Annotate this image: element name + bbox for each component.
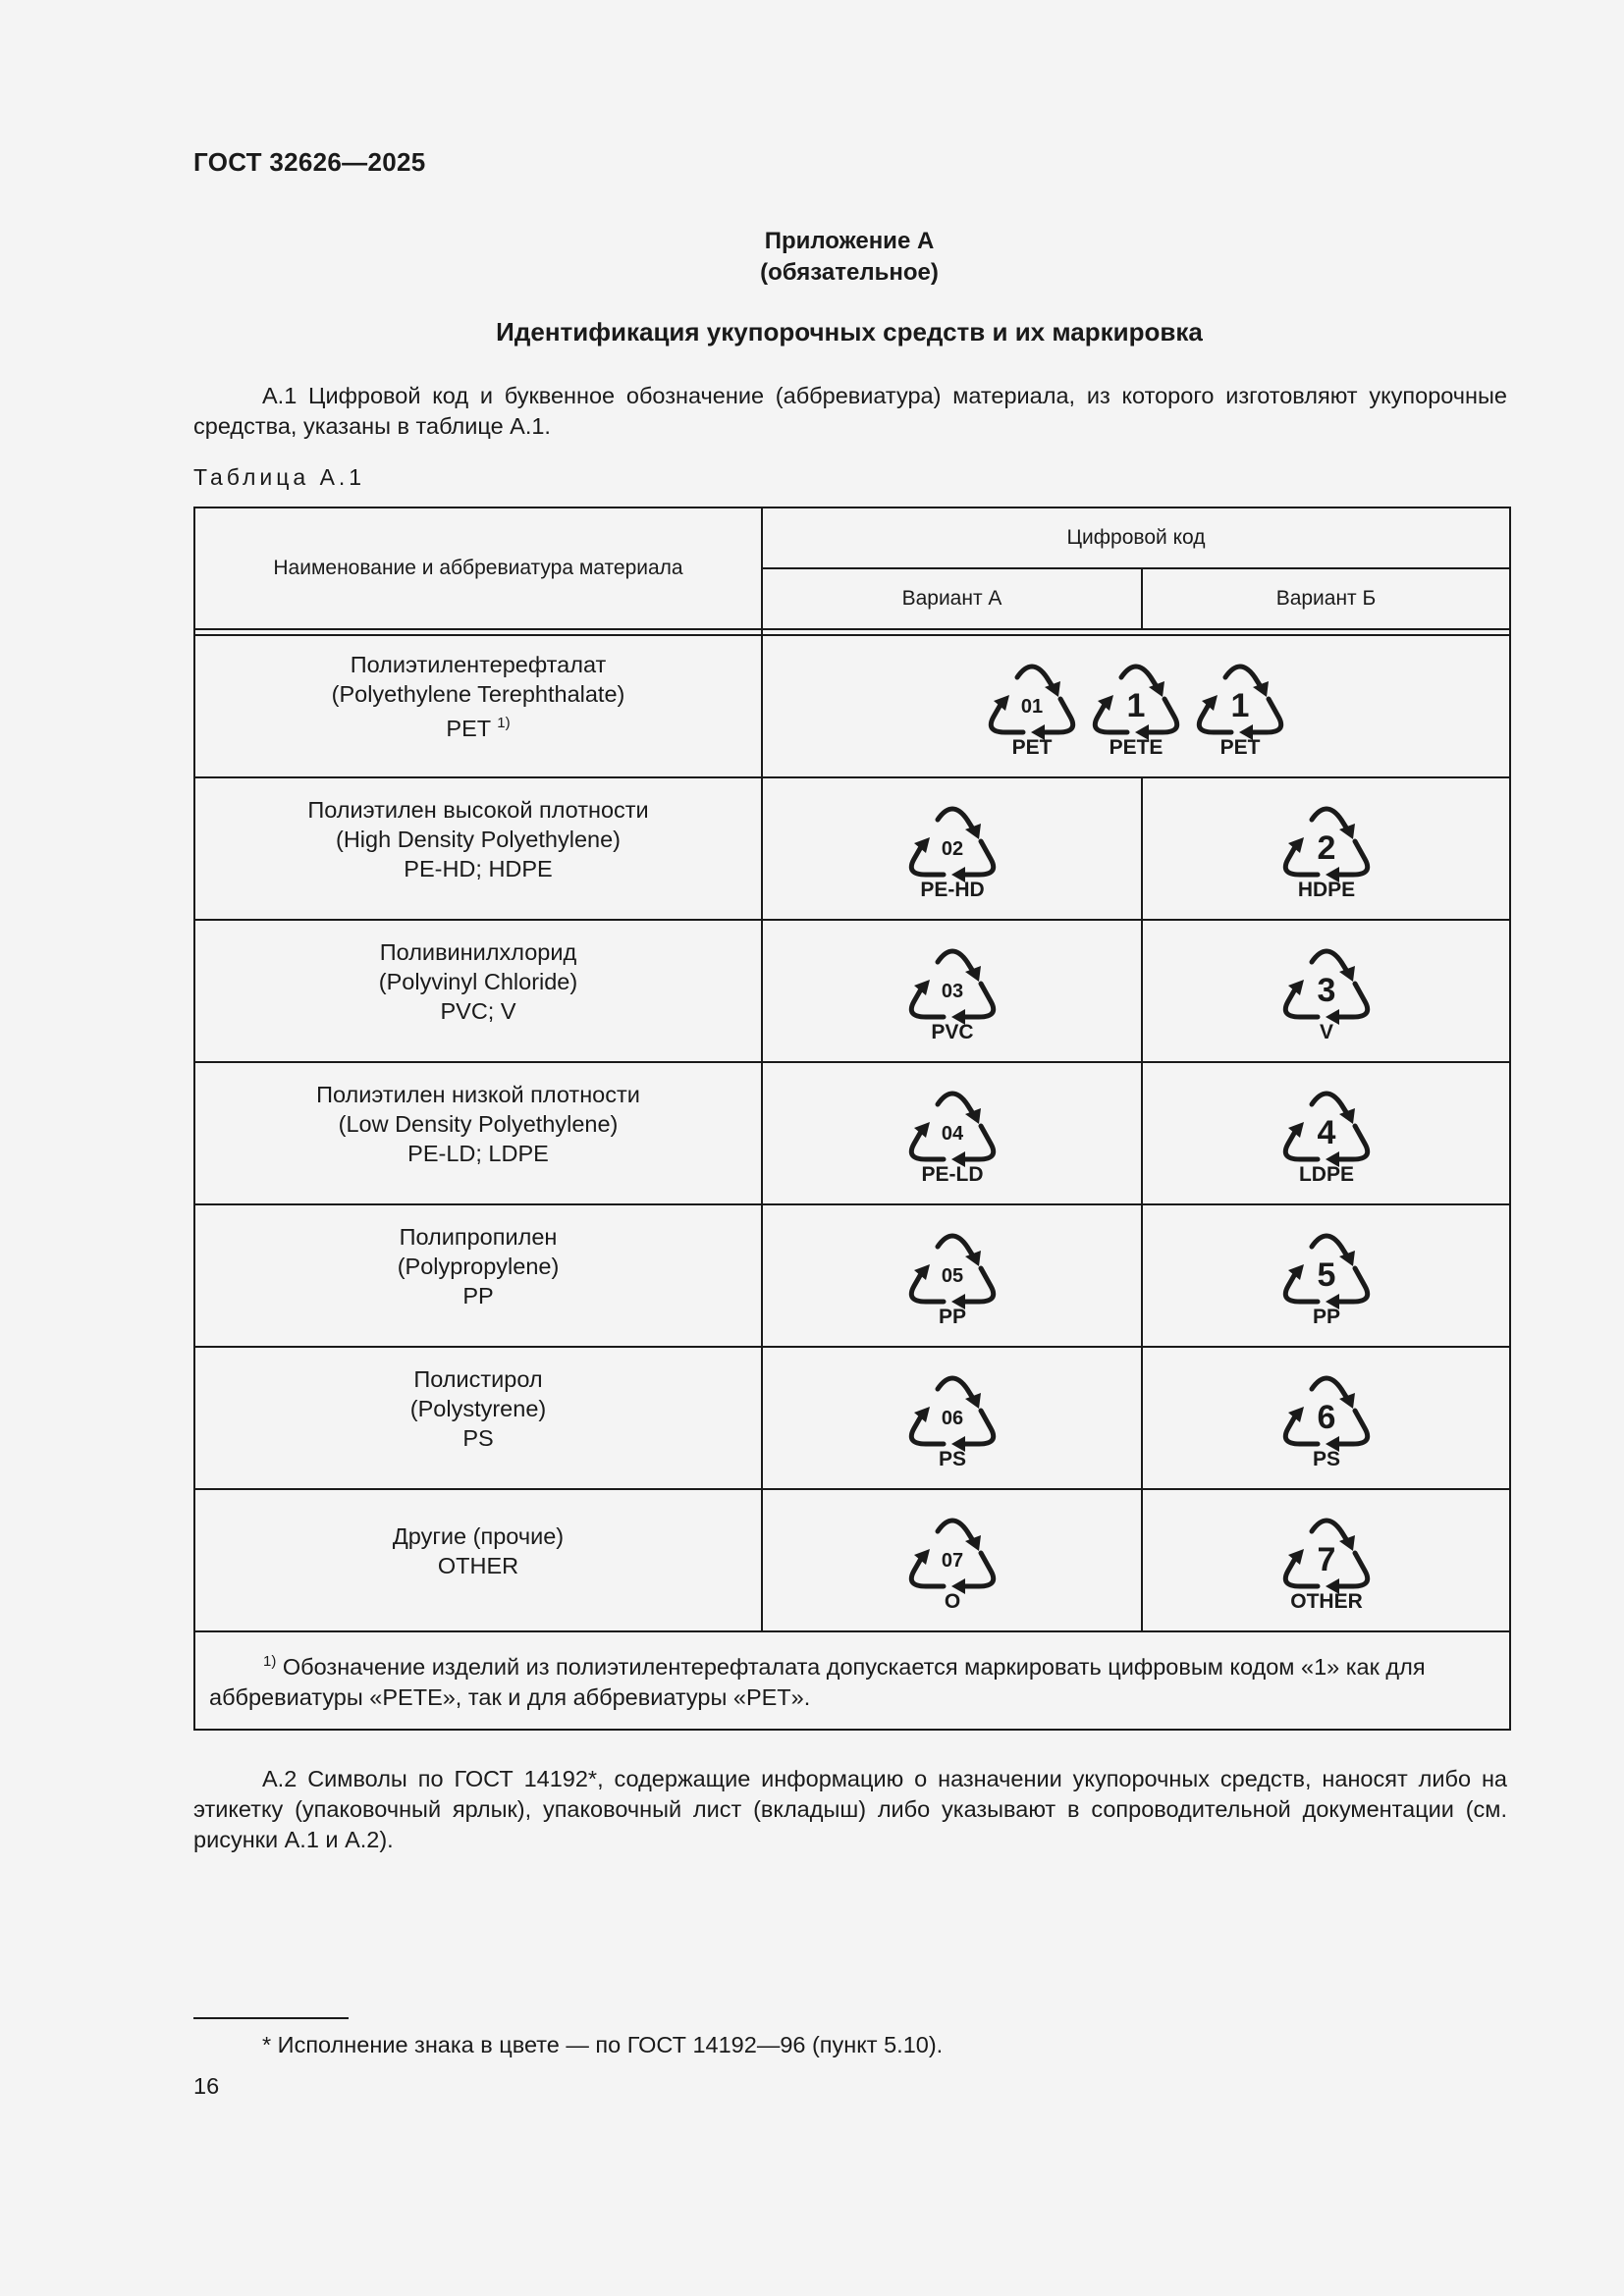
footnote-mark: 1) [497, 715, 511, 731]
appendix-status: (обязательное) [760, 259, 939, 286]
material-name-en: (Polyethylene Terephthalate) [331, 681, 625, 707]
recycling-symbol-pet-icon [1196, 658, 1284, 756]
svg-text:1: 1 [1230, 686, 1250, 724]
table-footnote-text: Обозначение изделий из полиэтилентерефталата допускается маркировать цифровым кодом «1» как для аббревиатуры «PETE», так и для аббревиатуры «PET». [209, 1654, 1426, 1710]
variant-b-cell [1142, 1062, 1510, 1204]
svg-text:OTHER: OTHER [1289, 1589, 1363, 1610]
table-row [194, 1489, 1510, 1631]
svg-text:03: 03 [941, 980, 963, 1002]
paragraph-a2-text: А.2 Символы по ГОСТ 14192*, содержащие информацию о назначении укупорочных средств, наносят либо на этикетку (упаковочный ярлык), упаковочный лист (вкладыш) либо указывают в сопроводительной документации (см. рисунки А.1 и А.2). [193, 1766, 1507, 1852]
svg-text:01: 01 [1020, 695, 1044, 718]
material-cell [194, 920, 762, 1062]
material-abbr: PP [462, 1282, 494, 1308]
appendix-title: Приложение А [764, 228, 935, 254]
svg-text:PET: PET [1011, 735, 1053, 756]
svg-text:PE-HD: PE-HD [919, 878, 985, 898]
svg-text:4: 4 [1317, 1113, 1335, 1151]
recycling-symbol-pe-ld-icon [908, 1085, 997, 1183]
material-name-en: (Polypropylene) [397, 1253, 560, 1279]
document-id: ГОСТ 32626—2025 [193, 147, 426, 177]
variant-a-cell [762, 1489, 1142, 1631]
variant-b-cell [1142, 1489, 1510, 1631]
material-name-ru: Полистирол [413, 1365, 543, 1392]
pet-symbol-group [763, 658, 1509, 756]
appendix-heading [0, 226, 1624, 289]
svg-text:LDPE: LDPE [1298, 1162, 1354, 1183]
recycling-symbol-pp-icon [1282, 1227, 1371, 1325]
material-cell [194, 635, 762, 777]
material-name-en: (Polystyrene) [409, 1395, 547, 1421]
paragraph-a2 [193, 1764, 1507, 1855]
recycling-symbol-other-icon [1282, 1512, 1371, 1610]
table-row [194, 1062, 1510, 1204]
table-header-row [194, 507, 1510, 568]
svg-text:5: 5 [1317, 1255, 1335, 1294]
svg-text:PS: PS [1312, 1447, 1340, 1468]
svg-text:02: 02 [941, 837, 963, 860]
svg-text:1: 1 [1126, 686, 1146, 724]
svg-text:2: 2 [1317, 828, 1335, 867]
header-variant-b: Вариант Б [1142, 568, 1510, 629]
svg-text:V: V [1319, 1020, 1333, 1041]
svg-text:3: 3 [1317, 971, 1335, 1009]
recycling-symbol-ps-icon [1282, 1369, 1371, 1468]
material-abbr: PVC; V [440, 997, 516, 1024]
variant-b-cell [1142, 1347, 1510, 1489]
svg-text:HDPE: HDPE [1297, 878, 1355, 898]
table-row [194, 1204, 1510, 1347]
material-cell [194, 1489, 762, 1631]
header-code: Цифровой код [762, 507, 1510, 568]
material-name-ru: Другие (прочие) [392, 1522, 565, 1549]
material-abbr: PS [462, 1424, 494, 1451]
variant-b-cell [1142, 1204, 1510, 1347]
material-name-ru: Поливинилхлорид [379, 938, 577, 965]
material-name-ru: Полиэтилен высокой плотности [307, 796, 649, 823]
svg-text:06: 06 [941, 1407, 963, 1429]
table-caption: Таблица А.1 [193, 464, 366, 490]
recycling-symbol-ldpe-icon [1282, 1085, 1371, 1183]
svg-text:6: 6 [1317, 1398, 1335, 1436]
material-name-ru: Полиэтилентерефталат [350, 652, 607, 677]
material-name-en: (Polyvinyl Chloride) [378, 968, 578, 994]
material-cell [194, 1062, 762, 1204]
svg-text:07: 07 [941, 1549, 963, 1572]
svg-text:04: 04 [941, 1122, 963, 1145]
variant-b-cell [1142, 920, 1510, 1062]
table-footnote-mark: 1) [263, 1653, 277, 1670]
recycling-symbol-pvc-icon [908, 942, 997, 1041]
material-cell [194, 777, 762, 920]
svg-text:PETE: PETE [1109, 735, 1164, 756]
variant-a-cell [762, 1347, 1142, 1489]
material-cell [194, 1347, 762, 1489]
recycling-symbol-pp-icon [908, 1227, 997, 1325]
table-footnote [194, 1631, 1510, 1730]
recycling-symbol-pete-icon [1092, 658, 1180, 756]
variant-a-cell [762, 1204, 1142, 1347]
page-number: 16 [193, 2073, 220, 2099]
paragraph-a1 [193, 381, 1507, 442]
paragraph-a1-text: А.1 Цифровой код и буквенное обозначение (аббревиатура) материала, из которого изготовляют укупорочные средства, указаны в таблице А.1. [193, 383, 1507, 439]
recycling-symbol-hdpe-icon [1282, 800, 1371, 898]
material-name-ru: Полиэтилен низкой плотности [316, 1081, 640, 1107]
svg-text:PS: PS [938, 1447, 966, 1468]
header-material: Наименование и аббревиатура материала [194, 507, 762, 629]
table-row [194, 1347, 1510, 1489]
header-variant-a: Вариант А [762, 568, 1142, 629]
material-abbr: PET [446, 716, 491, 741]
svg-text:05: 05 [941, 1264, 963, 1287]
section-title: Идентификация укупорочных средств и их маркировка [496, 317, 1203, 347]
table-row [194, 777, 1510, 920]
svg-text:7: 7 [1317, 1540, 1335, 1578]
material-cell [194, 1204, 762, 1347]
material-abbr: PE-LD; LDPE [407, 1140, 549, 1166]
svg-text:PP: PP [938, 1305, 966, 1325]
table-footnote-row [194, 1631, 1510, 1730]
code-cell [762, 635, 1510, 777]
material-name-ru: Полипропилен [399, 1223, 558, 1250]
footnote-divider [193, 2017, 349, 2019]
recycling-symbol-pet-icon [988, 658, 1076, 756]
svg-text:O: O [944, 1589, 960, 1610]
material-name-en: (Low Density Polyethylene) [338, 1110, 619, 1137]
variant-b-cell [1142, 777, 1510, 920]
variant-a-cell [762, 777, 1142, 920]
page-footnote: * Исполнение знака в цвете — по ГОСТ 14192—96 (пункт 5.10). [262, 2032, 944, 2057]
material-abbr: PE-HD; HDPE [404, 855, 553, 881]
svg-text:PVC: PVC [930, 1020, 974, 1041]
recycling-symbol-ps-icon [908, 1369, 997, 1468]
recycling-symbol-v-icon [1282, 942, 1371, 1041]
material-name-en: (High Density Polyethylene) [336, 826, 621, 852]
recycling-symbol-pe-hd-icon [908, 800, 997, 898]
material-name-en: OTHER [437, 1552, 519, 1578]
variant-a-cell [762, 1062, 1142, 1204]
variant-a-cell [762, 920, 1142, 1062]
svg-text:PP: PP [1312, 1305, 1340, 1325]
table-row [194, 920, 1510, 1062]
recycling-symbol-o-icon [908, 1512, 997, 1610]
svg-text:PET: PET [1219, 735, 1261, 756]
table-row [194, 635, 1510, 777]
svg-text:PE-LD: PE-LD [921, 1162, 983, 1183]
material-codes-table [193, 507, 1511, 1731]
